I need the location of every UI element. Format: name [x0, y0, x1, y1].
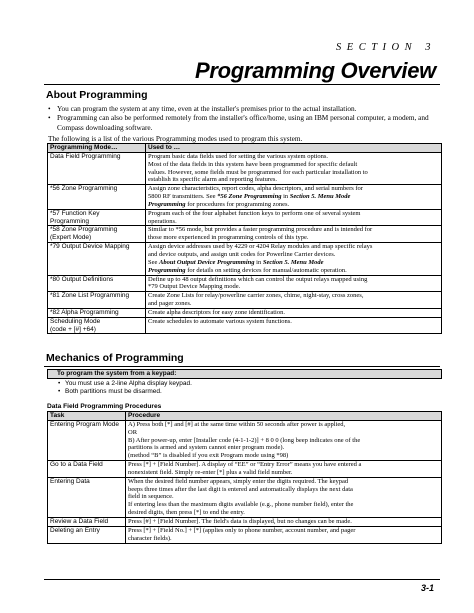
- description-line: values. However, some fields must be programmed for each particular installation to: [148, 168, 368, 176]
- mode-description: [146, 152, 442, 184]
- description-line: those more experienced in programming controls of this type.: [148, 234, 309, 242]
- procedure-line: A) Press both [*] and [#] at the same time within 50 seconds after power is applied,: [128, 420, 346, 428]
- procedure-line: partitions is armed and system cannot enter program mode).: [128, 444, 285, 452]
- description-line: and device outputs, and assign unit codes for Powerline Carrier devices.: [148, 250, 336, 258]
- table-row: [48, 292, 442, 309]
- mode-description: [146, 185, 442, 210]
- description-line: *79 Output Device Mapping mode.: [148, 283, 241, 291]
- column-header-mode: Programming Mode…: [48, 144, 146, 153]
- about-bullet: • You can program the system at any time, even at the installer's premises prior to the actual installation.: [48, 104, 443, 113]
- table-row: [48, 477, 442, 517]
- description-text: in: [254, 258, 263, 266]
- mode-description: [146, 275, 442, 292]
- procedure-line: Press [*] + [Field No.] + [*] (applies only to phone number, account number, and pager: [128, 526, 356, 534]
- cross-reference: About Output Device Programming: [159, 258, 255, 266]
- procedure-text: [126, 461, 442, 478]
- table-row: [48, 461, 442, 478]
- table-row: [48, 526, 442, 543]
- description-text: in: [281, 193, 290, 201]
- mode-description: [146, 292, 442, 309]
- mode-name: *80 Output Definitions: [48, 275, 146, 292]
- column-header-procedure: Procedure: [126, 412, 442, 421]
- procedure-text: [126, 517, 442, 526]
- task-name: Entering Program Mode: [48, 420, 126, 460]
- description-line: Assign device addresses used by 4229 or 4204 Relay modules and map specific relays: [148, 243, 373, 251]
- list-item: • Both partitions must be disarmed.: [58, 388, 442, 396]
- procedure-line: character fields).: [128, 534, 172, 542]
- mode-name: *56 Zone Programming: [48, 185, 146, 210]
- procedures-table: [47, 411, 442, 544]
- mode-name-line: (code + [#] +64): [50, 325, 96, 333]
- column-header-task: Task: [48, 412, 126, 421]
- mode-description: [146, 226, 442, 243]
- cross-reference: Section 5. Menu Mode: [289, 193, 351, 201]
- description-line: Most of the data fields in this system have been programmed for specific default: [148, 160, 358, 168]
- table-row: [48, 243, 442, 275]
- mode-name: *81 Zone List Programming: [48, 292, 146, 309]
- keypad-requirements-box: [47, 369, 442, 396]
- mechanics-heading: Mechanics of Programming: [46, 352, 184, 364]
- page-number: 3-1: [420, 583, 434, 593]
- description-line: operations.: [148, 217, 177, 225]
- mode-name: [48, 317, 146, 334]
- keypad-box-title: To program the system from a keypad:: [47, 369, 442, 379]
- task-name: Go to a Data Field: [48, 461, 126, 478]
- mode-name: *79 Output Device Mapping: [48, 243, 146, 275]
- procedure-line: If entering less than the maximum digits available (e.g., phone number field), enter the: [128, 501, 354, 509]
- procedures-table-title: Data Field Programming Procedures: [47, 403, 162, 410]
- description-line: Create Zone Lists for relay/powerline carrier zones, chime, night-stay, cross zones,: [148, 292, 364, 300]
- table-row: [48, 226, 442, 243]
- task-name: Entering Data: [48, 477, 126, 517]
- procedure-text: [126, 477, 442, 517]
- procedure-line: (method “B” is disabled if you exit Program mode using *98): [128, 452, 289, 460]
- procedure-line: OR: [128, 428, 138, 436]
- description-line: [148, 201, 439, 209]
- procedure-line: B) After power-up, enter [Installer code (4-1-1-2)] + 8 0 0 (long beep indicates one of the: [128, 436, 361, 444]
- table-row: [48, 517, 442, 526]
- about-heading: About Programming: [46, 89, 148, 101]
- mode-name-line: (Expert Mode): [50, 234, 92, 242]
- description-text: 5800 RF transmitters. See: [148, 193, 218, 201]
- procedure-line: field in sequence.: [128, 493, 174, 501]
- table-row: [48, 308, 442, 317]
- cross-reference: Programming: [148, 266, 186, 274]
- table-header-row: [48, 144, 442, 153]
- description-line: [148, 259, 439, 267]
- table-row: [48, 209, 442, 226]
- description-line: Create schedules to automate various system functions.: [148, 317, 292, 325]
- mode-name: Data Field Programming: [48, 152, 146, 184]
- footer-rule: [44, 579, 440, 580]
- table-row: [48, 152, 442, 184]
- description-line: Program each of the four alphabet function keys to perform one of several system: [148, 209, 361, 217]
- column-header-used-to: Used to …: [146, 144, 442, 153]
- section-label: SECTION 3: [336, 42, 436, 53]
- mode-name-line: *57 Function Key: [50, 209, 100, 217]
- procedure-line: When the desired field number appears, simply enter the digits required. The keypad: [128, 477, 349, 485]
- task-name: Review a Data Field: [48, 517, 126, 526]
- table-row: [48, 185, 442, 210]
- mode-description: [146, 243, 442, 275]
- mode-name: [48, 226, 146, 243]
- cross-reference: Programming: [148, 200, 186, 208]
- description-line: establish its specific alarm and reporting features.: [148, 176, 278, 184]
- description-line: Similar to *56 mode, but provides a faster programming procedure and is intended for: [148, 226, 373, 234]
- mode-description: [146, 209, 442, 226]
- task-name: Deleting an Entry: [48, 526, 126, 543]
- header-rule: [44, 84, 440, 85]
- procedure-text: [126, 526, 442, 543]
- table-header-row: [48, 412, 442, 421]
- description-line: Program basic data fields used for setting the various system options.: [148, 152, 328, 160]
- cross-reference: *56 Zone Programming: [217, 193, 282, 201]
- mode-name-line: Scheduling Mode: [50, 317, 101, 325]
- table-row: [48, 420, 442, 460]
- description-text: for procedures for programming zones.: [185, 200, 290, 208]
- mode-name: [48, 209, 146, 226]
- procedure-line: Press [*] + [Field Number]. A display of “EE” or “Entry Error” means you have entered a: [128, 461, 362, 469]
- mode-description: [146, 317, 442, 334]
- procedure-line: nonexistent field. Simply re-enter [*] plus a valid field number.: [128, 468, 293, 476]
- mode-name-line: *58 Zone Programming: [50, 226, 118, 234]
- table-row: [48, 317, 442, 334]
- procedure-line: desired digits, then press [*] to end the entry.: [128, 509, 245, 517]
- mode-name: *82 Alpha Programming: [48, 308, 146, 317]
- modes-intro: The following is a list of the various Programming modes used to program this system.: [48, 134, 303, 143]
- mode-name-line: Programming: [50, 217, 90, 225]
- description-line: [148, 193, 439, 201]
- cross-reference: Section 5. Menu Mode: [262, 258, 324, 266]
- about-bullet-list: [48, 104, 443, 132]
- keypad-requirements-list: [47, 380, 442, 396]
- description-line: Define up to 48 output definitions which can control the output relays mapped using: [148, 275, 368, 283]
- description-text: for details on setting devices for manual/automatic operation.: [185, 266, 347, 274]
- table-row: [48, 275, 442, 292]
- description-line: Assign zone characteristics, report codes, alpha descriptors, and serial numbers for: [148, 185, 363, 193]
- description-text: See: [148, 258, 160, 266]
- list-item: • You must use a 2-line Alpha display keypad.: [58, 380, 442, 388]
- about-bullet: • Programming can also be performed remotely from the installer's office/home, using an IBM personal computer, a modem, and Compass downloading software.: [48, 113, 443, 132]
- procedure-text: [126, 420, 442, 460]
- description-line: [148, 267, 439, 275]
- page-title: Programming Overview: [195, 58, 436, 83]
- mechanics-rule: [44, 366, 440, 367]
- description-line: and pager zones.: [148, 300, 192, 308]
- procedure-line: beeps three times after the last digit is entered and automatically displays the next data: [128, 485, 353, 493]
- description-line: Create alpha descriptors for easy zone identification.: [148, 308, 285, 316]
- procedure-line: Press [#] + [Field Number]. The field's data is displayed, but no changes can be made.: [128, 517, 352, 525]
- mode-description: [146, 308, 442, 317]
- programming-modes-table: [47, 143, 442, 334]
